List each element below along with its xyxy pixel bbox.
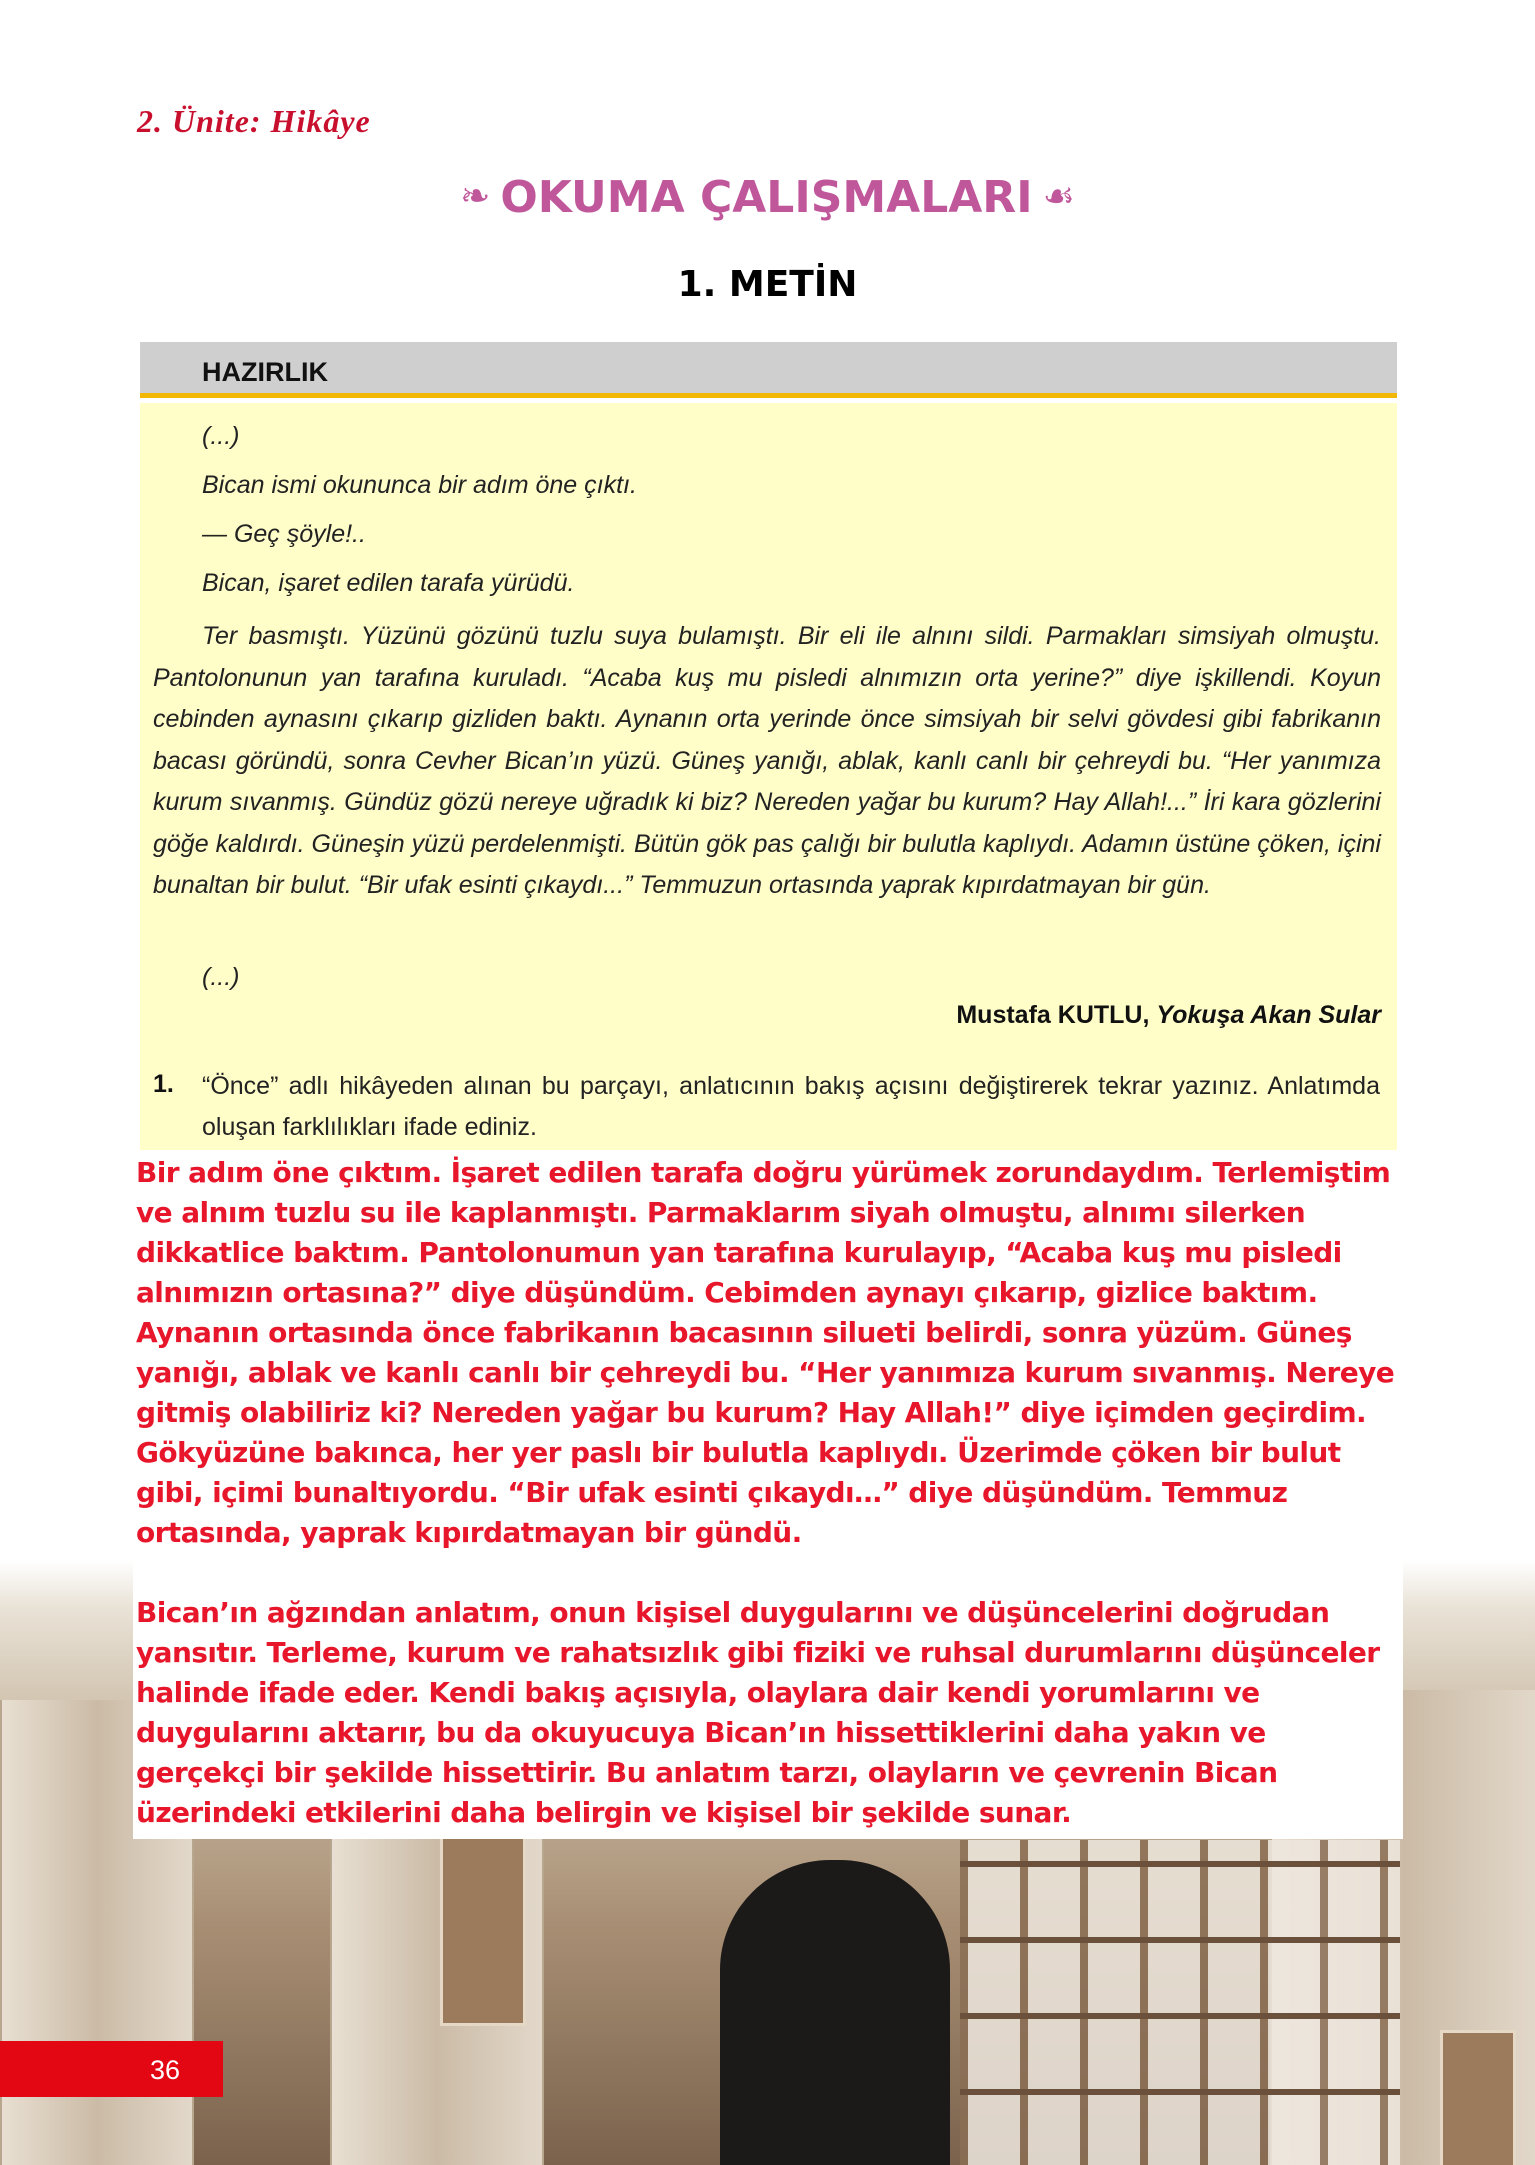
answer-paragraph-2: Bican’ın ağzından anlatım, onun kişisel duygularını ve düşüncelerini doğrudan yansıtır. Terleme, kurum ve rahatsızlık gibi fiziki ve ruhsal durumlarını düşünceler halinde ifade eder. Kendi bakış açısıyla, olaylara dair kendi yorumlarını ve duygularını aktarır, bu da okuyucuya Bican’ın hissettiklerini daha yakın ve gerçekçi bir şekilde hissettirir. Bu anlatım tarzı, olayların ve çevrenin Bican üzerindeki etkilerini daha belirgin ve kişisel bir şekilde sunar. — [136, 1596, 1380, 1829]
passage-line: (...) — [202, 422, 240, 450]
decor-panel — [1440, 2030, 1516, 2165]
answer-box — [133, 1153, 1403, 1839]
unit-header: 2. Ünite: Hikâye — [137, 103, 371, 139]
decor-panel — [440, 1820, 526, 2026]
author-name: Mustafa KUTLU, — [956, 1001, 1150, 1029]
section-title-text: OKUMA ÇALIŞMALARI — [500, 172, 1033, 223]
passage-source — [956, 1001, 1381, 1030]
text-title: 1. METİN — [677, 264, 858, 305]
page-number-tab — [0, 2041, 223, 2097]
reading-passage-box — [140, 403, 1397, 1150]
passage-line: Bican ismi okununca bir adım öne çıktı. — [202, 471, 637, 499]
question-text: “Önce” adlı hikâyeden alınan bu parçayı, anlatıcının bakış açısını değiştirerek tekrar yazınız. Anlatımda oluşan farklılıkları ifade ediniz. — [202, 1072, 1380, 1141]
passage-closing: (...) — [202, 963, 240, 991]
preparation-header — [140, 342, 1397, 398]
answer-paragraph-1: Bir adım öne çıktım. İşaret edilen tarafa doğru yürümek zorundaydım. Terlemiştim ve alnım tuzlu su ile kaplanmıştı. Parmaklarım siyah olmuştu, alnımı silerken dikkatlice baktım. Pantolonumun yan tarafına kurulayıp, “Acaba kuş mu pisledi alnımızın ortasına?” diye düşündüm. Cebimden aynayı çıkarıp, gizlice baktım. Aynanın ortasında önce fabrikanın bacasının silueti belirdi, sonra yüzüm. Güneş yanığı, ablak ve kanlı canlı bir çehreydi bu. “Her yanımıza kurum sıvanmış. Nereye gitmiş olabiliriz ki? Nereden yağar bu kurum? Hay Allah!” diye içimden geçirdim. Gökyüzüne bakınca, her yer paslı bir bulutla kaplıydı. Üzerimde çöken bir bulut gibi, içimi bunaltıyordu. “Bir ufak esinti çıkaydı…” diye düşündüm. Temmuz ortasında, yaprak kıpırdatmayan bir gündü. — [136, 1156, 1395, 1549]
passage-line: Bican, işaret edilen tarafa yürüdü. — [202, 569, 575, 597]
ornament-right-icon: ☙ — [1042, 176, 1075, 217]
section-title — [0, 172, 1535, 223]
person-silhouette — [720, 1860, 950, 2165]
window-grid — [960, 1840, 1400, 2165]
page-number: 36 — [150, 2055, 181, 2085]
ornament-left-icon: ❧ — [460, 176, 491, 217]
passage-line: — Geç şöyle!.. — [202, 520, 366, 548]
preparation-label: HAZIRLIK — [202, 357, 328, 387]
passage-paragraph: Ter basmıştı. Yüzünü gözünü tuzlu suya bulamıştı. Bir eli ile alnını sildi. Parmakları simsiyah olmuştu. Pantolonunun yan tarafına kuruladı. “Acaba kuş mu pisledi alnımızın orta yerine?” diye işkillendi. Koyun cebinden aynasını çıkarıp gizliden baktı. Aynanın orta yerinde önce simsiyah bir selvi gövdesi gibi fabrikanın bacası göründü, sonra Cevher Bican’ın yüzü. Güneş yanığı, ablak, kanlı canlı bir çehreydi bu. “Her yanımıza kurum sıvanmış. Gündüz gözü nereye uğradık ki biz? Nereden yağar bu kurum? Hay Allah!...” İri kara gözlerini göğe kaldırdı. Güneşin yüzü perdelenmişti. Bütün gök pas çalığı bir bulutla kaplıydı. Adamın üstüne çöken, içini bunaltan bir bulut. “Bir ufak esinti çıkaydı...” Temmuzun ortasında yaprak kıpırdatmayan bir gün. — [153, 622, 1381, 899]
work-title: Yokuşa Akan Sular — [1156, 1001, 1381, 1029]
question-number: 1. — [153, 1070, 174, 1098]
